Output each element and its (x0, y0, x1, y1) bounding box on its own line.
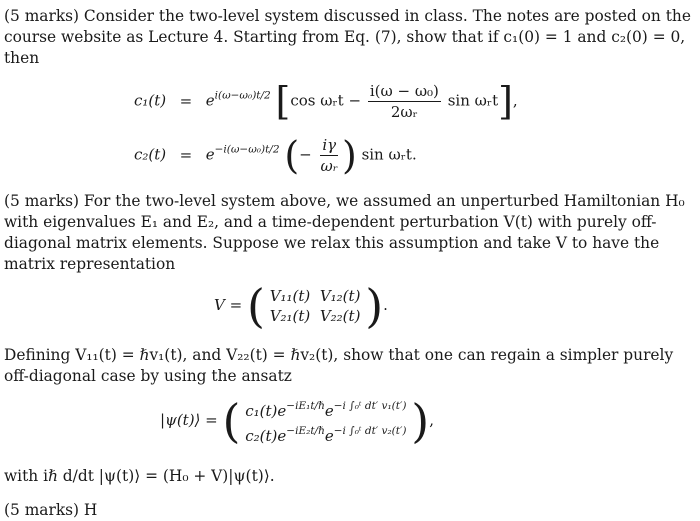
problem-paragraph-3: Defining V₁₁(t) = ℏv₁(t), and V₂₂(t) = ℏv₂(t), show that one can regain a simpler purely off-diagonal case by using the ansatz (4, 346, 674, 385)
equation-c2: $c_2(t) = e^{-i(\omega-\omega_0)t/2}$ (− $\frac{i\gamma}{\text{ωᵣ}}$ ) sin ωᵣt. (134, 133, 417, 178)
lhs-c2: c₂(t) (134, 145, 167, 164)
lhs-c1: c₁(t) (134, 91, 167, 110)
equation-matrix-v: V = ( V₁₁(t) V₁₂(t) V₂₁(t) V₂₂(t) ). (214, 279, 388, 333)
cutoff-text-line: (5 marks) H (4, 501, 98, 519)
problem-paragraph-1: (5 marks) Consider the two-level system discussed in class. The notes are posted on the course website as Lecture 4. Starting from Eq. (7), show that if c₁(0) = 1 and c₂(0) = 0, then (4, 7, 691, 67)
problem-paragraph-2: (5 marks) For the two-level system above, we assumed an unperturbed Hamiltonian H₀ with eigenvalues E₁ and E₂, and a time-dependent perturbation V(t) with purely off-diagonal matrix elements. Suppose we relax this assumption and take V to have the matrix representation (4, 192, 685, 273)
equation-ansatz: |ψ(t)⟩ = ( $c_1(t)e^{-iE_1t/\hbar}e^{-i \int_0ᵗ dt' v_1(t')}$ $c_2(t)e^{-iE_2t/\hbar}e^{-i \int_0ᵗ dt' v_2(t')}$ ), (160, 394, 434, 448)
equation-c1: $c_1(t) = e^{i(\omega-\omega_0)t/2}$ [cos ωᵣt − $\frac{\text{i(ω − ω₀)}}{\text{2ωᵣ}}$ sin ωᵣt], (134, 79, 518, 124)
problem-paragraph-4: with iℏ d/dt |ψ(t)⟩ = (H₀ + V)|ψ(t)⟩. (4, 467, 275, 485)
